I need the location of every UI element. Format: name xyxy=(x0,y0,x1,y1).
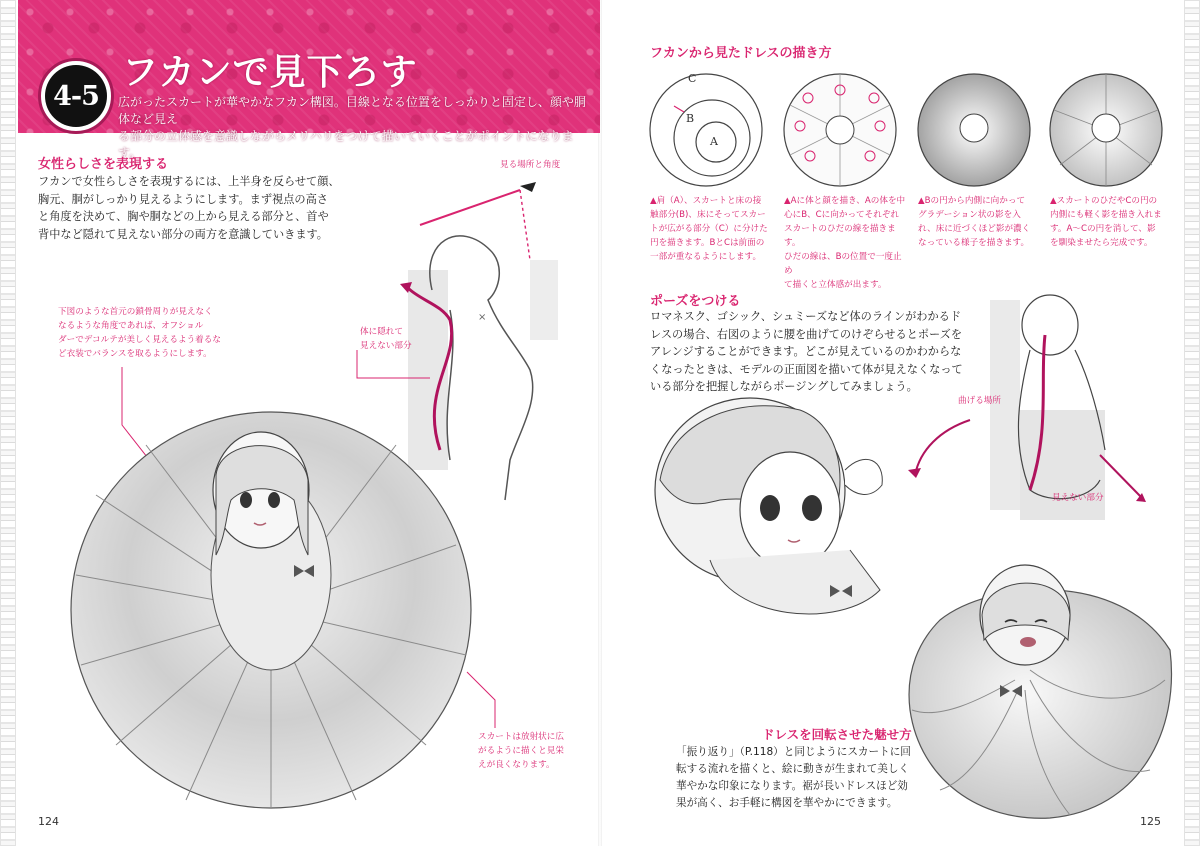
skirt-leader xyxy=(465,670,525,730)
note-line: なるような角度であれば、オフショル xyxy=(58,321,204,331)
girl-face-illustration xyxy=(650,390,910,640)
heading-feminine: 女性らしさを表現する xyxy=(38,157,169,172)
body-feminine xyxy=(38,173,368,243)
body-line: アレンジすることができます。どこが見えているのかわからな xyxy=(650,345,962,358)
caption-line: ▲Aに体と顔を描き、Aの体を中 xyxy=(784,196,906,206)
caption-step-2 xyxy=(784,194,909,292)
caption-line: 心にB、Cに向かってそれぞれ xyxy=(784,210,900,220)
caption-line: 内側にも軽く影を描き入れま xyxy=(1050,210,1162,220)
heading-rotate: ドレスを回転させた魅せ方 xyxy=(762,727,912,742)
caption-line: なっている様子を描きます。 xyxy=(918,238,1030,248)
caption-line: れ、床に近づくほど影が濃く xyxy=(918,224,1031,234)
caption-line: 触部分(B)、床にそってスカー xyxy=(650,210,766,220)
section-badge xyxy=(38,58,114,134)
label-bend-place: 曲げる場所 xyxy=(958,396,1001,406)
caption-line: ▲スカートのひだやCの円の xyxy=(1050,196,1158,206)
note-line: 下図のような首元の鎖骨周りが見えなく xyxy=(58,307,213,317)
svg-text:×: × xyxy=(478,312,487,323)
body-line: レスの場合、右図のように腰を曲げてのけぞらせるとポーズを xyxy=(650,327,963,341)
label-viewpoint: 見る場所と角度 xyxy=(500,160,561,170)
note-line: ど衣装でバランスを取るようにします。 xyxy=(58,349,212,359)
note-skirt xyxy=(478,730,588,772)
caption-line: す。A～Cの円を消して、影 xyxy=(1050,224,1156,234)
body-line: 胸元、胴がしっかり見えるようにします。まず視点の高さ xyxy=(38,192,328,206)
caption-step-1 xyxy=(650,194,775,264)
caption-line: て描くと立体感が出ます。 xyxy=(784,280,887,290)
page-title: フカンで見下ろす xyxy=(122,51,418,93)
hidden-body-leader xyxy=(355,350,435,380)
note-line: えが良くなります。 xyxy=(478,760,555,770)
caption-line: スカートのひだの線を描きます。 xyxy=(784,224,896,248)
caption-line: グラデーション状の影を入 xyxy=(918,210,1021,220)
label-hidden-body xyxy=(360,325,412,353)
label-hidden-part: 見えない部分 xyxy=(1052,493,1104,503)
caption-step-4 xyxy=(1050,194,1175,250)
label-line: 体に隠れて xyxy=(360,327,403,337)
right-lace-border xyxy=(1184,0,1200,846)
body-line: 果が高く、お手軽に構図を華やかにできます。 xyxy=(676,797,898,809)
label-line: 見えない部分 xyxy=(360,341,412,351)
caption-line: ひだの線は、Bの位置で一度止め xyxy=(784,252,902,276)
girl-dress-illustration xyxy=(36,405,476,810)
intro-line: 広がったスカートが華やかなフカン構図。目線となる位置をしっかりと固定し、顔や胴体など見え xyxy=(118,95,586,126)
caption-line: 一部が重なるようにします。 xyxy=(650,252,762,262)
body-line: くなったときは、モデルの正面図を描いて体が見えなくなって xyxy=(650,362,963,376)
note-line: スカートは放射状に広 xyxy=(478,732,564,742)
intro-line: る部分の立体感を意識しながらメリハリをつけて描いていくことがポイントになります。 xyxy=(118,129,574,160)
body-line: ロマネスク、ゴシック、シュミーズなど体のラインがわかるド xyxy=(650,310,962,323)
heading-dress-drawing: フカンから見たドレスの描き方 xyxy=(650,46,832,61)
section-number: 4-5 xyxy=(45,65,107,127)
page-number-right: 125 xyxy=(1140,815,1161,828)
left-lace-border xyxy=(0,0,16,846)
note-neckline xyxy=(58,305,278,361)
note-line: がるように描くと見栄 xyxy=(478,746,564,756)
caption-step-3 xyxy=(918,194,1043,250)
circle-label-c: C xyxy=(688,72,697,85)
rotating-dress-illustration xyxy=(900,560,1180,820)
page-number-left: 124 xyxy=(38,815,59,828)
body-rotate xyxy=(676,744,936,812)
step-circle-3 xyxy=(914,70,1034,190)
step-circle-4 xyxy=(1046,70,1166,190)
body-line: と角度を決めて、胸や胴などの上から見える部分と、首や xyxy=(38,210,329,223)
step-circle-1 xyxy=(646,70,766,190)
pose-diagram xyxy=(900,290,1170,530)
caption-line: トが広がる部分（C）に分けた xyxy=(650,224,768,234)
circle-label-a: A xyxy=(710,135,718,148)
note-line: ダーでデコルテが美しく見えるよう着るな xyxy=(58,335,221,345)
body-line: 背中など隠れて見えない部分の両方を意識していきます。 xyxy=(38,227,328,241)
intro-text xyxy=(118,94,588,162)
caption-line: を馴染ませたら完成です。 xyxy=(1050,238,1153,248)
caption-line: 円を描きます。BとCは前面の xyxy=(650,238,765,248)
body-line: フカンで女性らしさを表現するには、上半身を反らせて顔、 xyxy=(38,175,340,188)
step-circle-2 xyxy=(780,70,900,190)
circle-label-b: B xyxy=(686,112,695,125)
body-line: 転する流れを描くと、絵に動きが生まれて美しく xyxy=(676,763,910,775)
body-line: 華やかな印象になります。裾が長いドレスほど効 xyxy=(676,780,908,792)
caption-line: ▲Bの円から内側に向かって xyxy=(918,196,1026,206)
heading-pose: ポーズをつける xyxy=(650,294,741,309)
body-line: 「振り返り」（P.118）と同じようにスカートに回 xyxy=(676,746,911,758)
caption-line: ▲肩（A）、スカートと床の接 xyxy=(650,196,762,206)
body-line: いる部分を把握しながらポージングしてみましょう。 xyxy=(650,380,918,393)
